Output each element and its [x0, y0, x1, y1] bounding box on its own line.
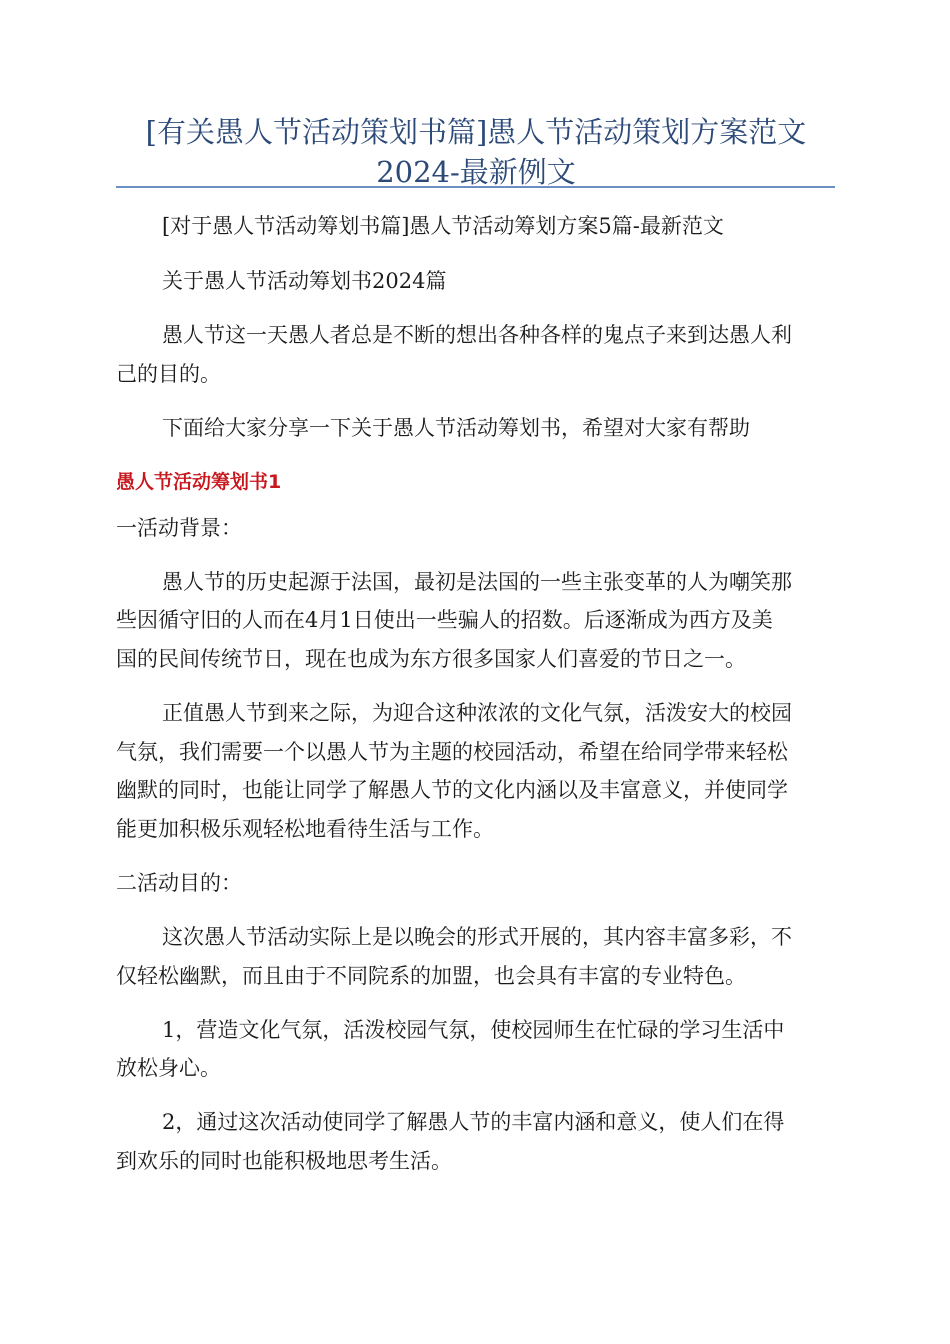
subsection-heading-background: 一活动背景： [116, 516, 242, 540]
paragraph-line: 仅轻松幽默，而且由于不同院系的加盟，也会具有丰富的专业特色。 [116, 964, 746, 988]
title-underline [116, 186, 835, 188]
paragraph-line: 国的民间传统节日，现在也成为东方很多国家人们喜爱的节日之一。 [116, 647, 746, 671]
paragraph-line: 这次愚人节活动实际上是以晚会的形式开展的，其内容丰富多彩，不 [162, 925, 792, 949]
section-heading: 愚人节活动筹划书1 [116, 471, 282, 493]
paragraph-line: 己的目的。 [116, 362, 221, 386]
paragraph-line: 到欢乐的同时也能积极地思考生活。 [116, 1149, 452, 1173]
paragraph-line: 2，通过这次活动使同学了解愚人节的丰富内涵和意义，使人们在得 [162, 1110, 785, 1134]
title-line-1: [有关愚人节活动策划书篇]愚人节活动策划方案范文 [145, 115, 807, 149]
paragraph-line: 能更加积极乐观轻松地看待生活与工作。 [116, 817, 494, 841]
subsection-heading-purpose: 二活动目的： [116, 871, 242, 895]
title-line-2: 2024-最新例文 [376, 155, 576, 189]
subtitle: [对于愚人节活动筹划书篇]愚人节活动筹划方案5篇-最新范文 [162, 214, 724, 238]
paragraph-line: 正值愚人节到来之际，为迎合这种浓浓的文化气氛，活泼安大的校园 [162, 701, 792, 725]
intro-heading: 关于愚人节活动筹划书2024篇 [162, 269, 447, 293]
paragraph-line: 下面给大家分享一下关于愚人节活动筹划书，希望对大家有帮助 [162, 416, 750, 440]
paragraph-line: 气氛，我们需要一个以愚人节为主题的校园活动，希望在给同学带来轻松 [116, 740, 788, 764]
paragraph-line: 幽默的同时，也能让同学了解愚人节的文化内涵以及丰富意义，并使同学 [116, 778, 788, 802]
paragraph-line: 放松身心。 [116, 1056, 221, 1080]
document-title [116, 112, 836, 192]
paragraph-line: 愚人节这一天愚人者总是不断的想出各种各样的鬼点子来到达愚人利 [162, 323, 792, 347]
paragraph-line: 1，营造文化气氛，活泼校园气氛，使校园师生在忙碌的学习生活中 [162, 1018, 785, 1042]
paragraph-line: 些因循守旧的人而在4月1日使出一些骗人的招数。后逐渐成为西方及美 [116, 608, 773, 632]
paragraph-line: 愚人节的历史起源于法国，最初是法国的一些主张变革的人为嘲笑那 [162, 570, 792, 594]
